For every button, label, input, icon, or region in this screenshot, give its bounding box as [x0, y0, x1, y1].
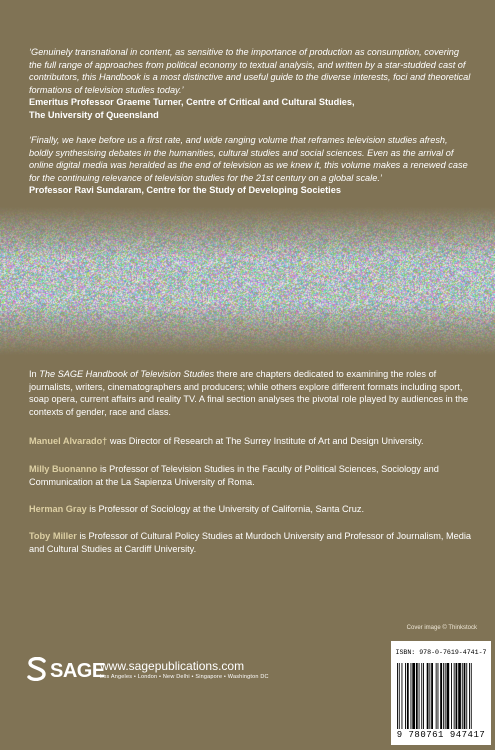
book-title: The SAGE Handbook of Television Studies	[39, 369, 215, 379]
sage-logo	[26, 657, 105, 686]
editor-name: Herman Gray	[29, 504, 87, 514]
quote-attribution	[29, 96, 471, 121]
cover-image-credit: Cover image © Thinkstock	[406, 625, 477, 631]
editor-bio-text: is Professor of Cultural Policy Studies at Murdoch University and Professor of Journalism, Media and Cultural Studies at Cardiff University.	[29, 531, 472, 554]
barcode-digits: 9 780761 947417	[396, 730, 486, 740]
editor-bio	[29, 530, 475, 555]
description-text: In	[29, 369, 40, 379]
static-noise-band	[0, 206, 495, 356]
quote-text: ‘Finally, we have before us a first rate, and wide ranging volume that reframes television studies afresh, boldly synthesising debates in the humanities, cultural studies and social sciences. Even as the arrival of online digital media was heralded as the end of television as we knew it, this volume makes a renewed case for the continuing relevance of television studies for the 21st century on a global scale.’	[29, 135, 468, 183]
publisher-cities: Los Angeles • London • New Delhi • Singapore • Washington DC	[100, 674, 269, 680]
quote-attribution	[29, 184, 471, 197]
editor-bio	[29, 463, 475, 488]
editor-name: Manuel Alvarado†	[29, 436, 108, 446]
attribution-line: Emeritus Professor Graeme Turner, Centre of Critical and Cultural Studies,	[29, 97, 355, 108]
book-description	[29, 368, 471, 418]
publisher-info	[100, 659, 269, 680]
sage-s-logo-icon	[26, 657, 48, 686]
barcode-panel	[391, 641, 491, 745]
description-text: there are chapters dedicated to examining the roles of journalists, writers, cinematographers and producers; while others explore different formats including sport, soap opera, current affairs and reality TV. A final section analyses the pivotal role played by audiences in the contexts of gender, race and class.	[29, 369, 469, 417]
logo-wordmark: SAGE	[50, 660, 105, 682]
quote-text: ‘Genuinely transnational in content, as sensitive to the importance of production as consumption, covering the full range of approaches from political economy to textual analysis, and written by a star-studded cast of contributors, this Handbook is a most distinctive and useful guide to the diverse interests, foci and theoretical formations of television studies today.’	[29, 47, 471, 95]
endorsement-quote-2	[29, 134, 471, 197]
editor-bio	[29, 503, 475, 516]
editor-name: Toby Miller	[29, 531, 77, 541]
editor-bio-text: is Professor of Television Studies in the Faculty of Political Sciences, Sociology and Communication at the La Sapienza University of Roma.	[29, 464, 439, 487]
editor-name: Milly Buonanno	[29, 464, 98, 474]
isbn-label: ISBN: 978-0-7619-4741-7	[395, 649, 487, 656]
attribution-line: Professor Ravi Sundaram, Centre for the Study of Developing Societies	[29, 185, 341, 196]
editor-bio-text: is Professor of Sociology at the University of California, Santa Cruz.	[86, 504, 364, 514]
editor-bio	[29, 435, 475, 448]
barcode-icon	[397, 663, 485, 729]
editor-bio-text: was Director of Research at The Surrey Institute of Art and Design University.	[107, 436, 424, 446]
publisher-url[interactable]: www.sagepublications.com	[100, 659, 245, 673]
attribution-line: The University of Queensland	[29, 109, 159, 120]
endorsement-quote-1	[29, 46, 471, 122]
